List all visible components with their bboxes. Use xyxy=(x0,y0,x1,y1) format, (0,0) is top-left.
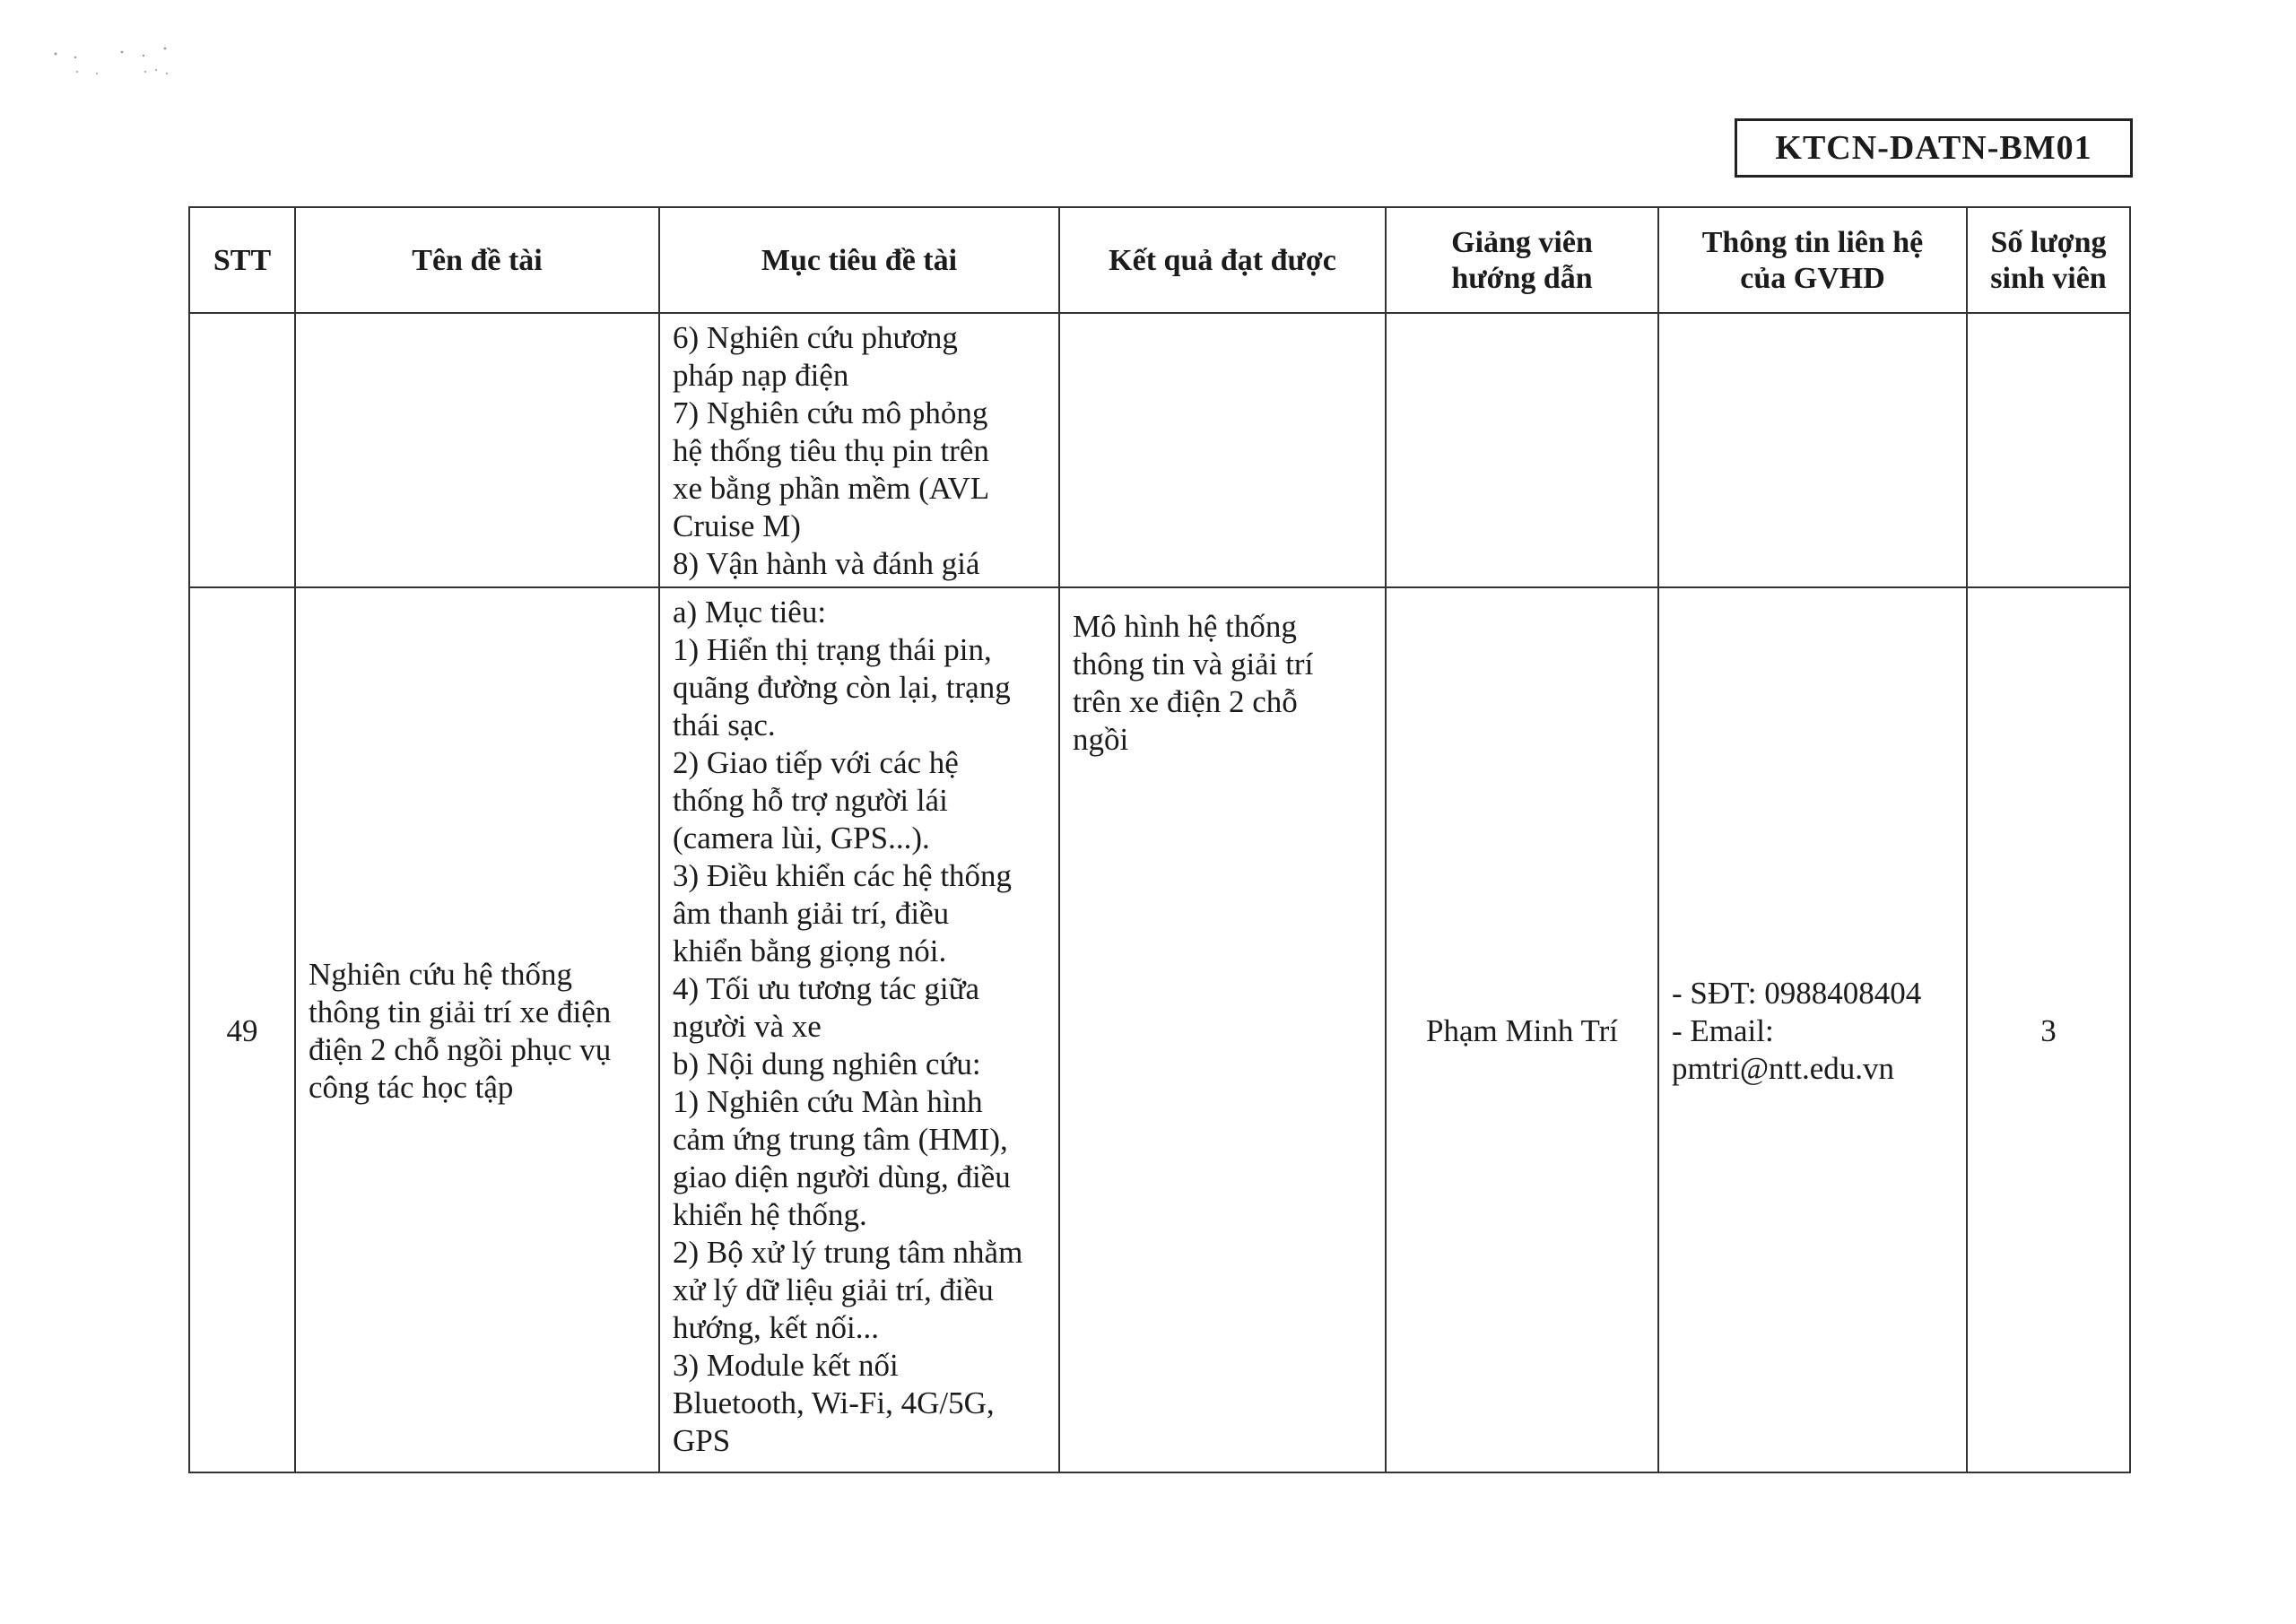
cell-results xyxy=(1059,313,1386,587)
cell-stt xyxy=(189,313,295,587)
header-results: Kết quả đạt được xyxy=(1059,207,1386,313)
cell-results: Mô hình hệ thống thông tin và giải trí trên xe điện 2 chỗ ngồi xyxy=(1059,587,1386,1472)
cell-student-count xyxy=(1967,313,2130,587)
cell-contact xyxy=(1658,313,1967,587)
cell-topic-name xyxy=(295,313,659,587)
header-supervisor: Giảng viên hướng dẫn xyxy=(1386,207,1658,313)
cell-topic-name: Nghiên cứu hệ thống thông tin giải trí xe điện điện 2 chỗ ngồi phục vụ công tác học tập xyxy=(295,587,659,1472)
cell-stt: 49 xyxy=(189,587,295,1472)
cell-objectives: 6) Nghiên cứu phương pháp nạp điện 7) Nghiên cứu mô phỏng hệ thống tiêu thụ pin trên xe bằng phần mềm (AVL Cruise M) 8) Vận hành và đánh giá xyxy=(659,313,1059,587)
header-objectives: Mục tiêu đề tài xyxy=(659,207,1059,313)
topic-table xyxy=(188,206,2131,1473)
form-code-box: KTCN-DATN-BM01 xyxy=(1735,118,2133,178)
header-row xyxy=(189,207,2130,313)
header-student-count: Số lượng sinh viên xyxy=(1967,207,2130,313)
cell-objectives: a) Mục tiêu: 1) Hiển thị trạng thái pin, quãng đường còn lại, trạng thái sạc. 2) Giao tiếp với các hệ thống hỗ trợ người lái (camera lùi, GPS...). 3) Điều khiển các hệ thống âm thanh giải trí, điều khiển bằng giọng nói. 4) Tối ưu tương tác giữa người và xe b) Nội dung nghiên cứu: 1) Nghiên cứu Màn hình cảm ứng trung tâm (HMI), giao diện người dùng, điều khiển hệ thống. 2) Bộ xử lý trung tâm nhằm xử lý dữ liệu giải trí, điều hướng, kết nối... 3) Module kết nối Bluetooth, Wi-Fi, 4G/5G, GPS xyxy=(659,587,1059,1472)
header-contact: Thông tin liên hệ của GVHD xyxy=(1658,207,1967,313)
scan-artifact-marks xyxy=(50,43,176,79)
header-stt: STT xyxy=(189,207,295,313)
cell-supervisor xyxy=(1386,313,1658,587)
table-row-continuation xyxy=(189,313,2130,587)
header-topic-name: Tên đề tài xyxy=(295,207,659,313)
cell-supervisor: Phạm Minh Trí xyxy=(1386,587,1658,1472)
cell-contact: - SĐT: 0988408404 - Email: pmtri@ntt.edu.vn xyxy=(1658,587,1967,1472)
cell-student-count: 3 xyxy=(1967,587,2130,1472)
table-row-49 xyxy=(189,587,2130,1472)
